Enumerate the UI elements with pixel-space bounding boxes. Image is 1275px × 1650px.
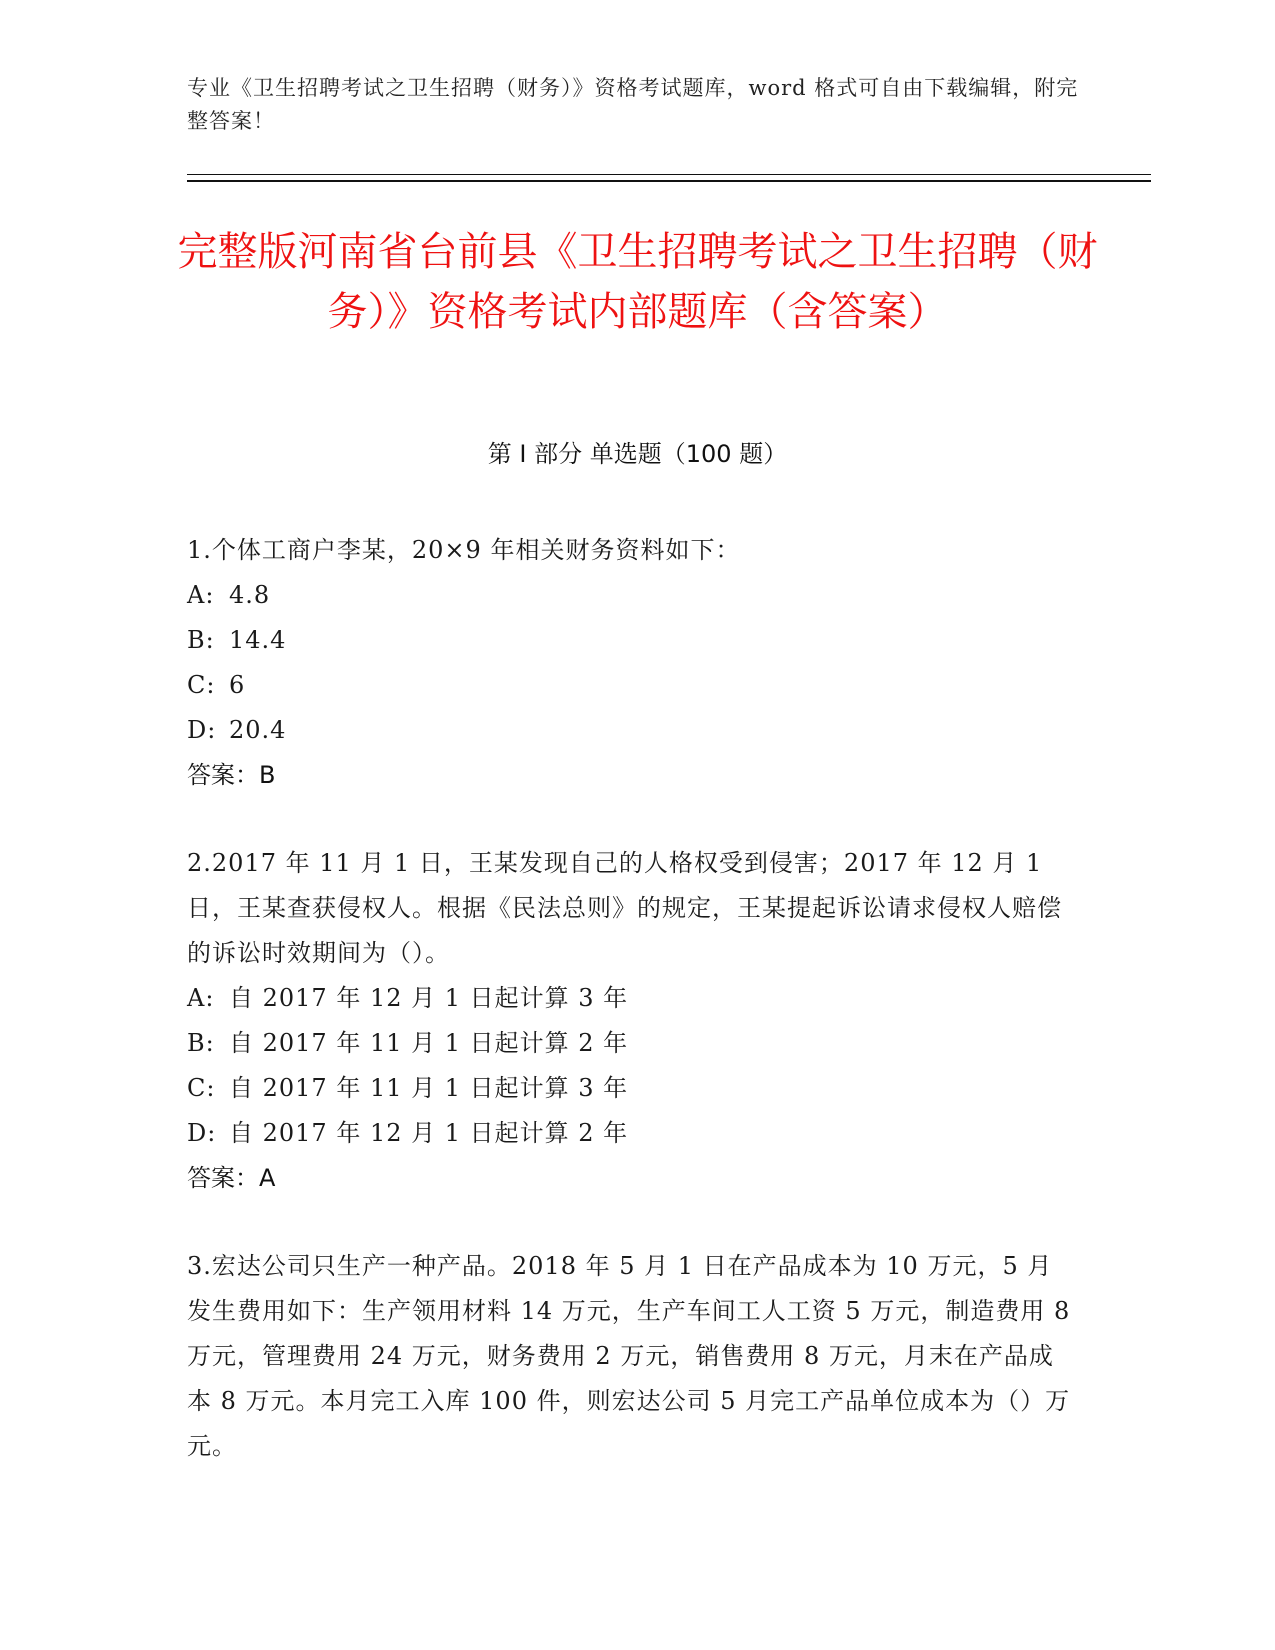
option-text: 自 2017 年 11 月 1 日起计算 2 年 <box>229 1029 629 1057</box>
option-text: 20.4 <box>229 716 287 744</box>
option-c <box>187 1066 1077 1111</box>
option-text: 自 2017 年 11 月 1 日起计算 3 年 <box>229 1074 629 1102</box>
document-title: 完整版河南省台前县《卫生招聘考试之卫生招聘（财务）》资格考试内部题库（含答案） <box>177 229 1098 335</box>
option-text: 4.8 <box>229 581 271 609</box>
question-2 <box>187 841 1077 1201</box>
question-text: 1.个体工商户李某，20×9 年相关财务资料如下： <box>187 536 741 564</box>
option-text: 自 2017 年 12 月 1 日起计算 3 年 <box>229 984 629 1012</box>
option-a <box>187 976 1077 1021</box>
option-letter: C: <box>187 1074 216 1102</box>
header-note: 专业《卫生招聘考试之卫生招聘（财务）》资格考试题库，word 格式可自由下载编辑，附完整答案！ <box>187 76 1079 133</box>
option-b <box>187 618 1077 663</box>
section-heading: 第 I 部分 单选题（100 题） <box>487 440 788 468</box>
answer-line: 答案：B <box>187 761 276 789</box>
option-a <box>187 573 1077 618</box>
option-letter: D: <box>187 1119 217 1147</box>
option-d <box>187 1111 1077 1156</box>
question-list <box>187 528 1077 1512</box>
option-letter: B: <box>187 626 215 654</box>
option-text: 6 <box>229 671 246 699</box>
answer-line: 答案：A <box>187 1164 276 1192</box>
option-text: 14.4 <box>229 626 287 654</box>
option-letter: B: <box>187 1029 215 1057</box>
header-divider-bottom <box>187 180 1151 182</box>
question-1 <box>187 528 1077 798</box>
option-d <box>187 708 1077 753</box>
option-text: 自 2017 年 12 月 1 日起计算 2 年 <box>229 1119 629 1147</box>
option-b <box>187 1021 1077 1066</box>
option-letter: A: <box>187 984 215 1012</box>
question-text: 3.宏达公司只生产一种产品。2018 年 5 月 1 日在产品成本为 10 万元，5 月发生费用如下：生产领用材料 14 万元，生产车间工人工资 5 万元，制造费用 8 万元，管理费用 24 万元，财务费用 2 万元，销售费用 8 万元，月末在产品成本 8 万元。本月完工入库 100 件，则宏达公司 5 月完工产品单位成本为（）万元。 <box>187 1252 1071 1460</box>
question-3 <box>187 1244 1077 1469</box>
option-c <box>187 663 1077 708</box>
option-letter: C: <box>187 671 216 699</box>
question-text: 2.2017 年 11 月 1 日，王某发现自己的人格权受到侵害；2017 年 12 月 1 日，王某查获侵权人。根据《民法总则》的规定，王某提起诉讼请求侵权人赔偿的诉讼时效期间为（）。 <box>187 849 1062 967</box>
header-divider-top <box>187 174 1151 175</box>
option-letter: A: <box>187 581 215 609</box>
option-letter: D: <box>187 716 217 744</box>
